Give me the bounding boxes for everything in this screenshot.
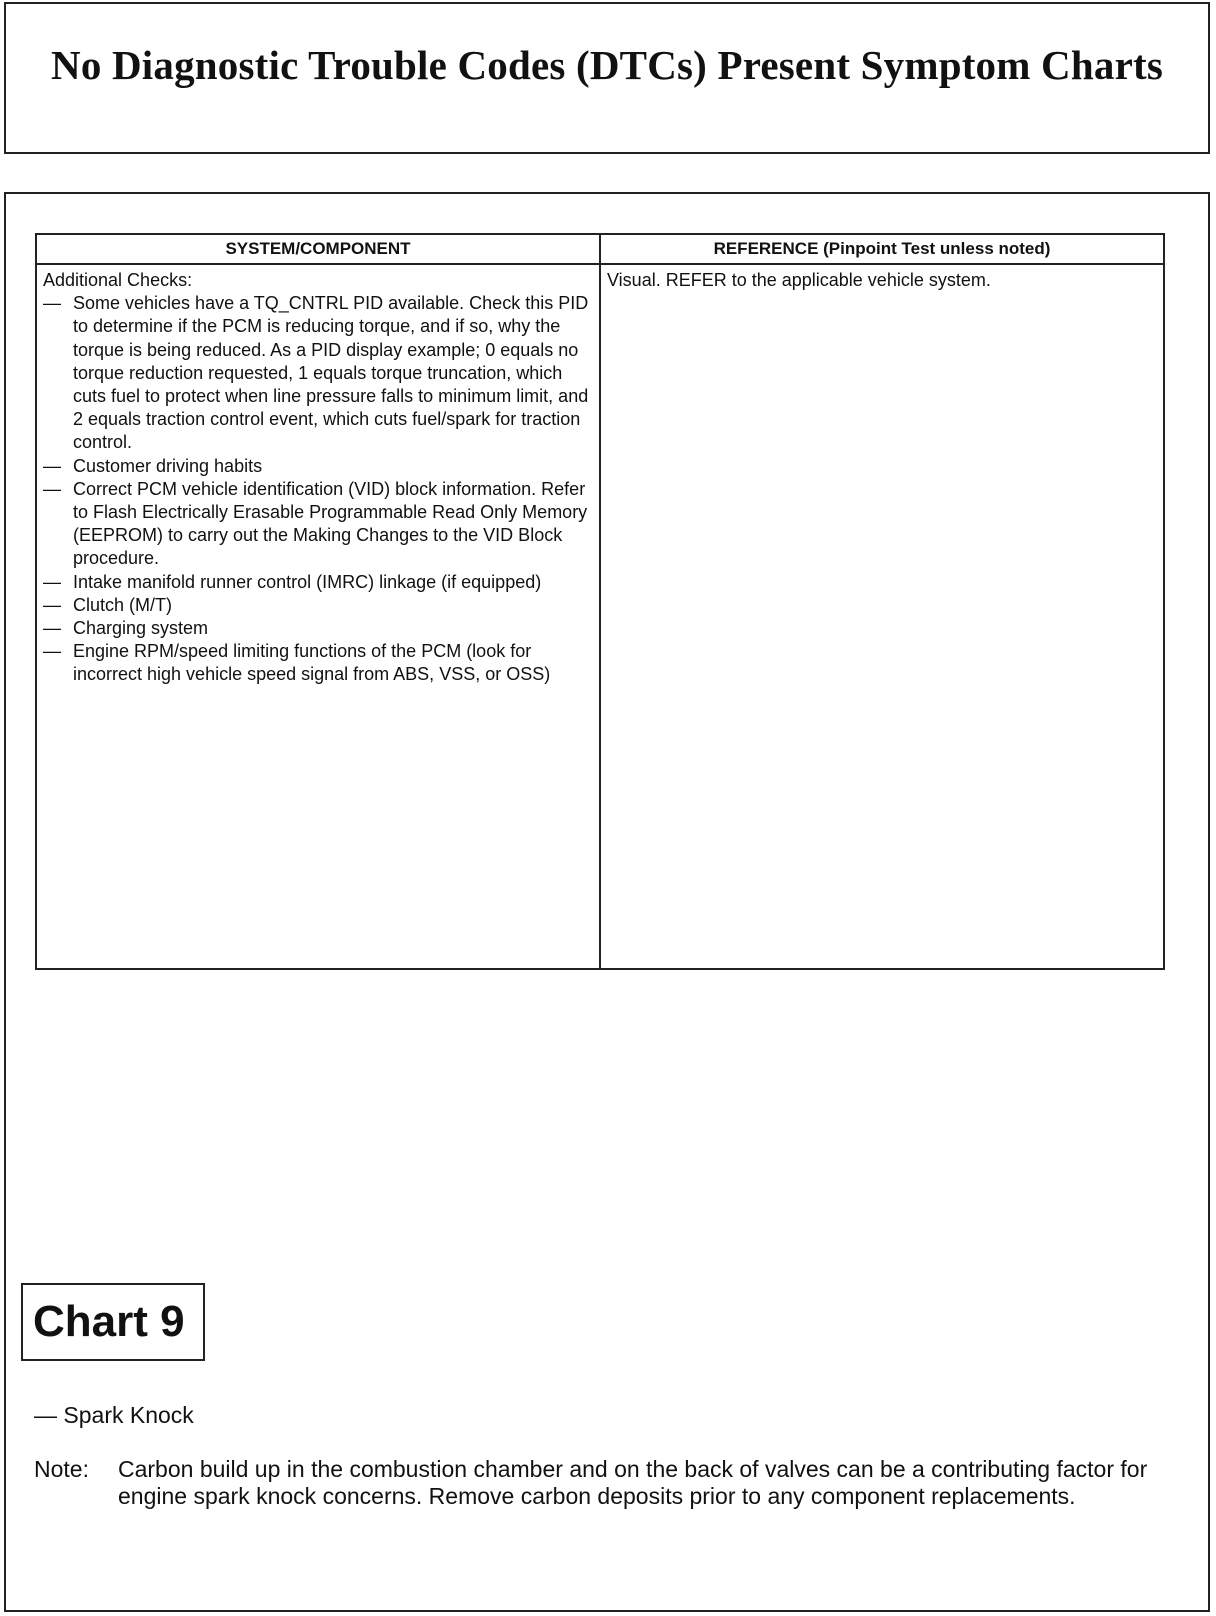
note-label: Note: — [34, 1456, 89, 1482]
header-system-component: SYSTEM/COMPONENT — [36, 234, 600, 264]
page-title: No Diagnostic Trouble Codes (DTCs) Present Symptom Charts — [51, 42, 1163, 88]
header-reference: REFERENCE (Pinpoint Test unless noted) — [600, 234, 1164, 264]
check-item: — Charging system — [43, 617, 595, 640]
title-box — [4, 2, 1210, 154]
check-item: — Intake manifold runner control (IMRC) linkage (if equipped) — [43, 571, 595, 594]
checks-list — [43, 292, 595, 686]
reference-cell — [600, 264, 1164, 969]
reference-text: Visual. REFER to the applicable vehicle system. — [607, 270, 991, 290]
note-text: Carbon build up in the combustion chamber and on the back of valves can be a contributing factor for engine spark knock concerns. Remove carbon deposits prior to any component replacements. — [118, 1456, 1148, 1509]
check-item: — Some vehicles have a TQ_CNTRL PID available. Check this PID to determine if the PCM is reducing torque, and if so, why the torque is being reduced. As a PID display example; 0 equals no torque reduction requested, 1 equals torque truncation, which cuts fuel to protect when line pressure falls to minimum limit, and 2 equals traction control event, which cuts fuel/spark for traction control. — [43, 292, 595, 454]
chart-label: Chart 9 — [21, 1283, 205, 1361]
note — [34, 1456, 1174, 1510]
additional-checks-label: Additional Checks: — [43, 270, 193, 290]
check-item: — Engine RPM/speed limiting functions of the PCM (look for incorrect high vehicle speed signal from ABS, VSS, or OSS) — [43, 640, 595, 686]
content-box — [4, 192, 1210, 1612]
reference-table — [35, 233, 1165, 970]
table-header-row — [36, 234, 1164, 264]
check-item: — Correct PCM vehicle identification (VID) block information. Refer to Flash Electrically Erasable Programmable Read Only Memory (EEPROM) to carry out the Making Changes to the VID Block procedure. — [43, 478, 595, 571]
table-row — [36, 264, 1164, 969]
check-item: — Clutch (M/T) — [43, 594, 595, 617]
symptom-item: — Spark Knock — [34, 1402, 194, 1428]
check-item: — Customer driving habits — [43, 455, 595, 478]
system-component-cell — [36, 264, 600, 969]
